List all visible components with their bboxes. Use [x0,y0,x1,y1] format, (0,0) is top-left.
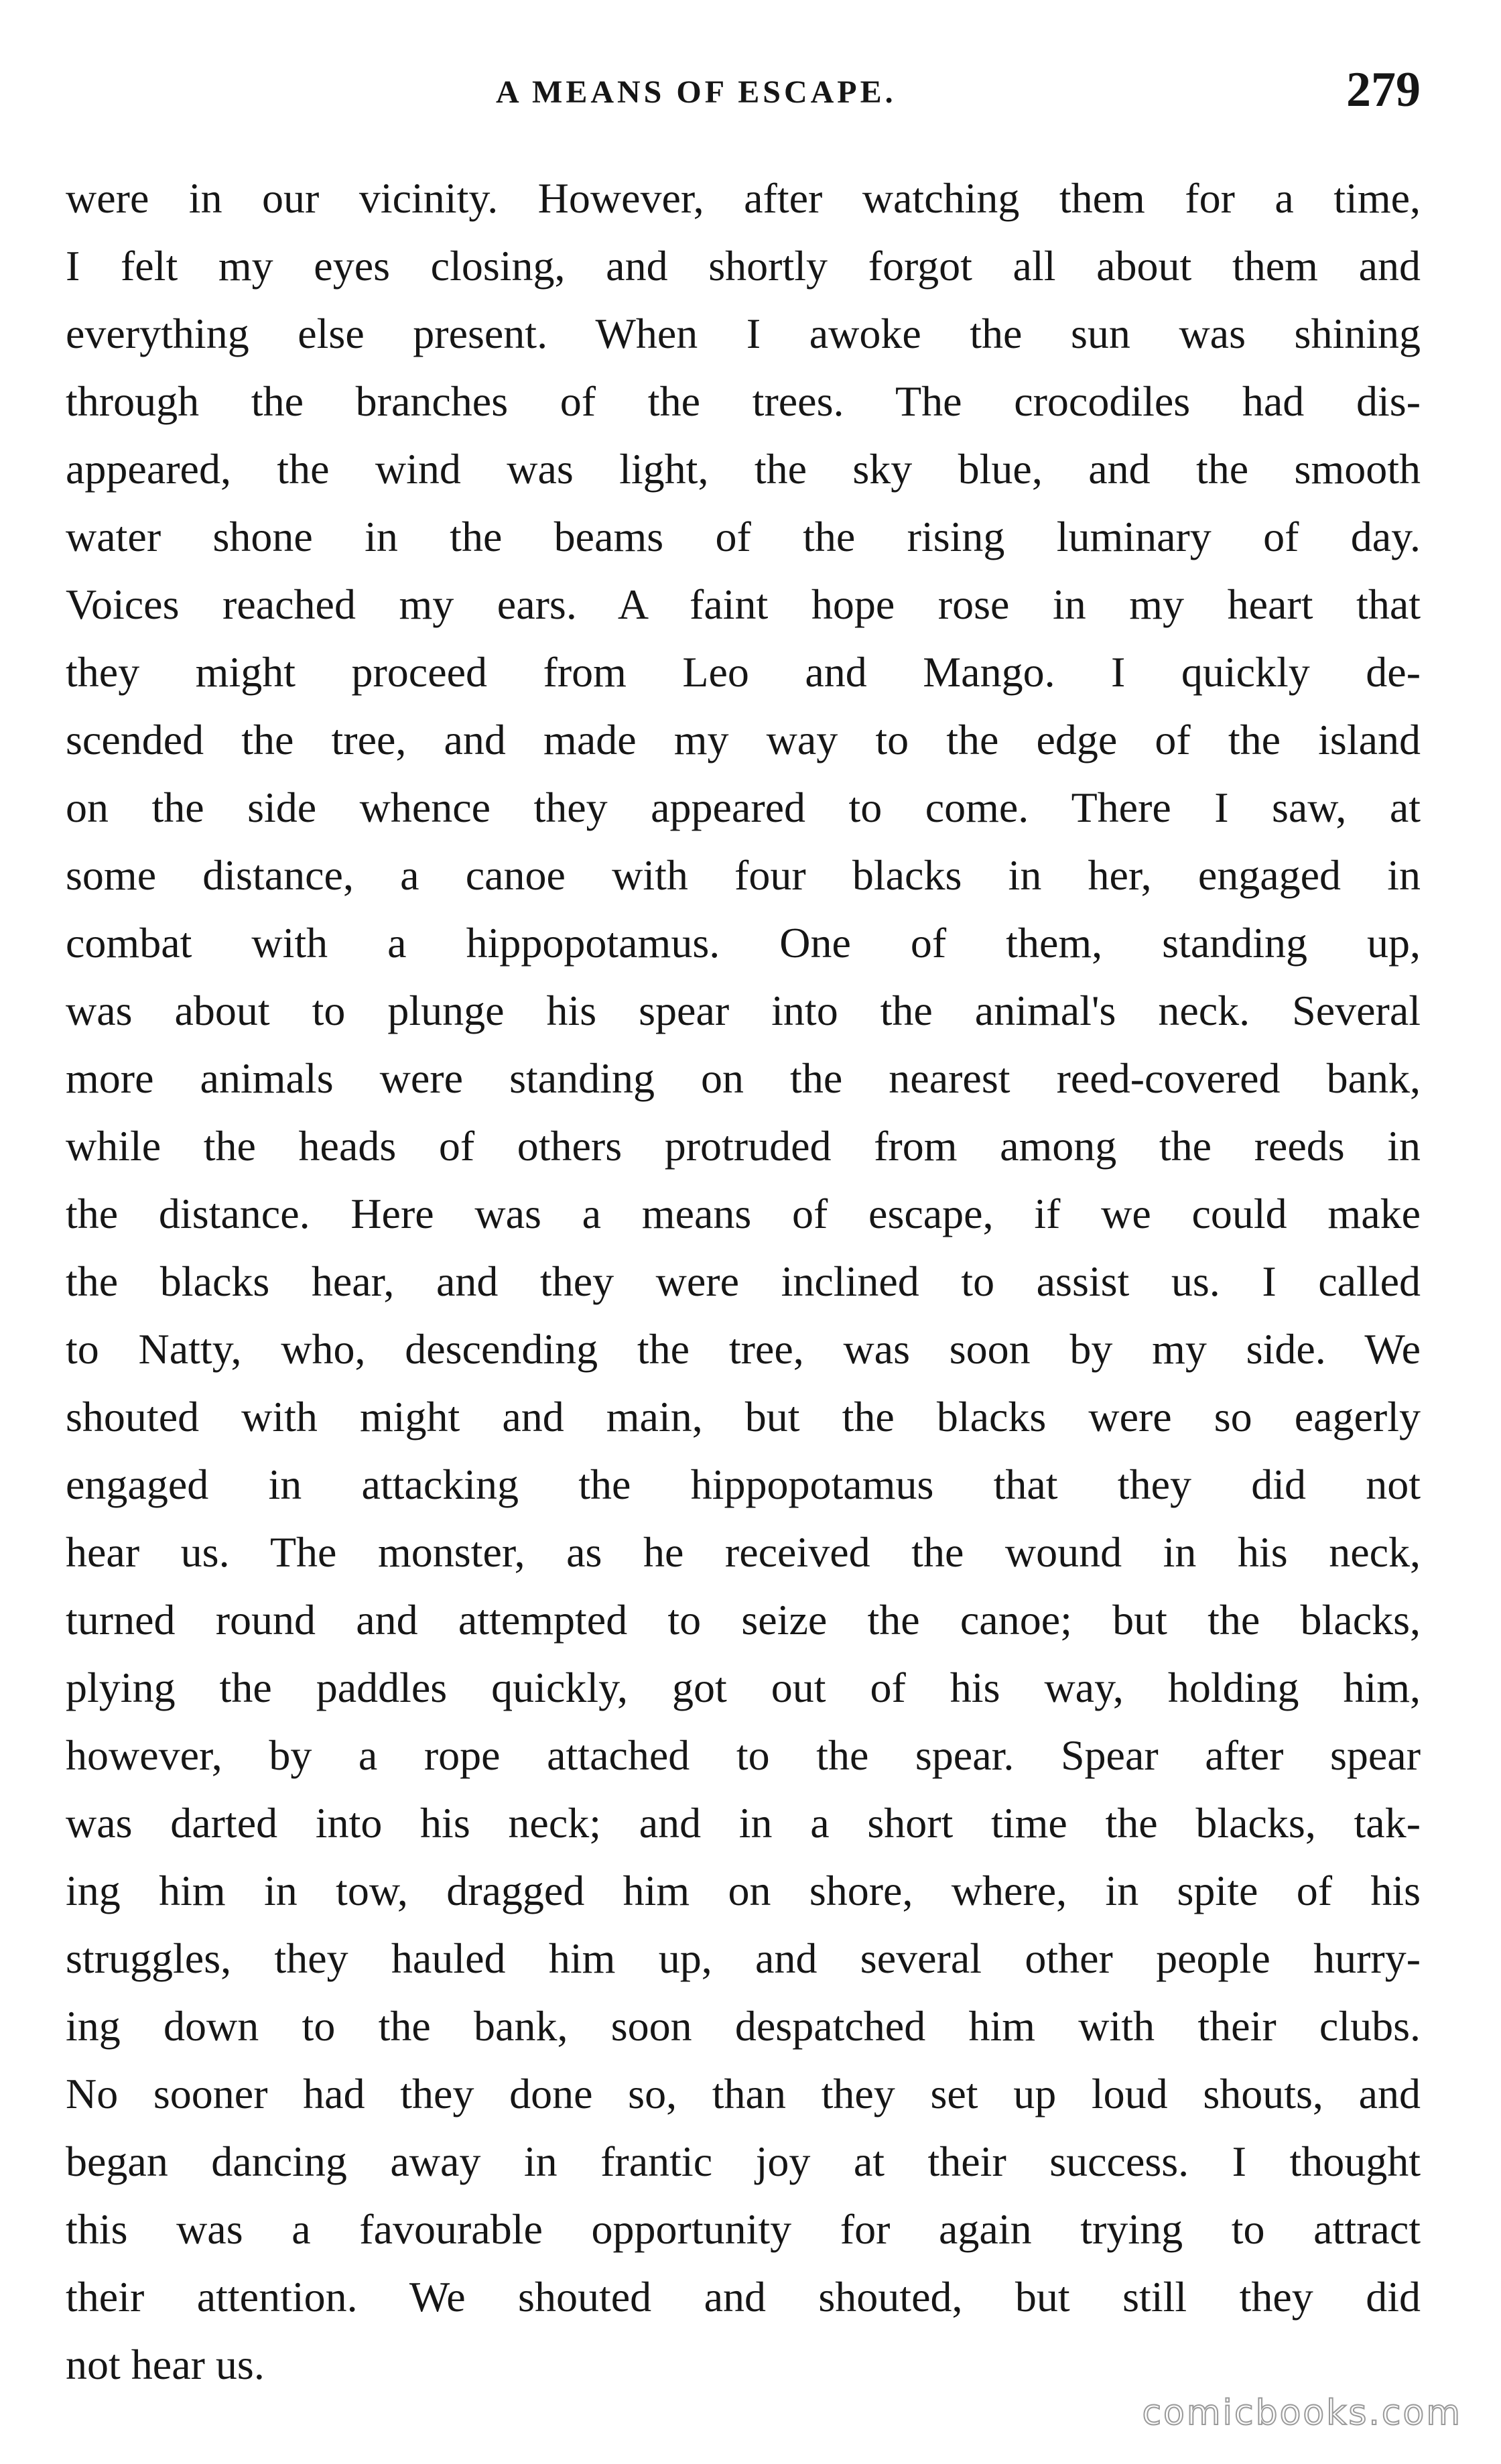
running-title: A MEANS OF ESCAPE. [496,74,897,110]
text-line: Voices reached my ears. A faint hope rose in my heart that [66,580,1421,628]
text-line: ing down to the bank, soon despatched him with their clubs. [66,2002,1421,2050]
text-line: everything else present. When I awoke the sun was shining [66,310,1421,357]
text-line: was darted into his neck; and in a short time the blacks, tak- [66,1799,1421,1847]
text-line: however, by a rope attached to the spear. Spear after spear [66,1731,1421,1779]
text-line: scended the tree, and made my way to the edge of the island [66,716,1421,763]
text-line: were in our vicinity. However, after watching them for a time, [66,174,1421,222]
text-line: appeared, the wind was light, the sky blue, and the smooth [66,445,1421,493]
watermark: comicbooks.com [1142,2393,1462,2433]
text-line: on the side whence they appeared to come. There I saw, at [66,784,1421,831]
text-line: No sooner had they done so, than they set up loud shouts, and [66,2070,1421,2117]
text-line: combat with a hippopotamus. One of them, standing up, [66,919,1421,967]
body-text [66,164,1421,2398]
text-line: the distance. Here was a means of escape, if we could make [66,1190,1421,1237]
text-line: struggles, they hauled him up, and several other people hurry- [66,1934,1421,1982]
text-line: their attention. We shouted and shouted, but still they did [66,2273,1421,2321]
text-line: some distance, a canoe with four blacks in her, engaged in [66,851,1421,899]
text-line: they might proceed from Leo and Mango. I quickly de- [66,648,1421,696]
text-line: hear us. The monster, as he received the wound in his neck, [66,1528,1421,1576]
text-line: ing him in tow, dragged him on shore, where, in spite of his [66,1867,1421,1914]
running-head [0,62,1501,129]
page-number: 279 [1346,62,1421,117]
text-line: through the branches of the trees. The crocodiles had dis- [66,377,1421,425]
text-line: this was a favourable opportunity for again trying to attract [66,2205,1421,2253]
text-line: was about to plunge his spear into the animal's neck. Several [66,987,1421,1034]
text-line: while the heads of others protruded from among the reeds in [66,1122,1421,1170]
text-line: I felt my eyes closing, and shortly forgot all about them and [66,242,1421,290]
text-line: began dancing away in frantic joy at their success. I thought [66,2138,1421,2185]
text-line: plying the paddles quickly, got out of his way, holding him, [66,1664,1421,1711]
text-line-last: not hear us. [66,2341,265,2388]
text-line: more animals were standing on the nearest reed-covered bank, [66,1054,1421,1102]
text-line: water shone in the beams of the rising luminary of day. [66,513,1421,560]
text-line: the blacks hear, and they were inclined to assist us. I called [66,1257,1421,1305]
text-line: engaged in attacking the hippopotamus that they did not [66,1461,1421,1508]
text-line: turned round and attempted to seize the canoe; but the blacks, [66,1596,1421,1644]
text-line: to Natty, who, descending the tree, was soon by my side. We [66,1325,1421,1373]
text-line: shouted with might and main, but the blacks were so eagerly [66,1393,1421,1440]
